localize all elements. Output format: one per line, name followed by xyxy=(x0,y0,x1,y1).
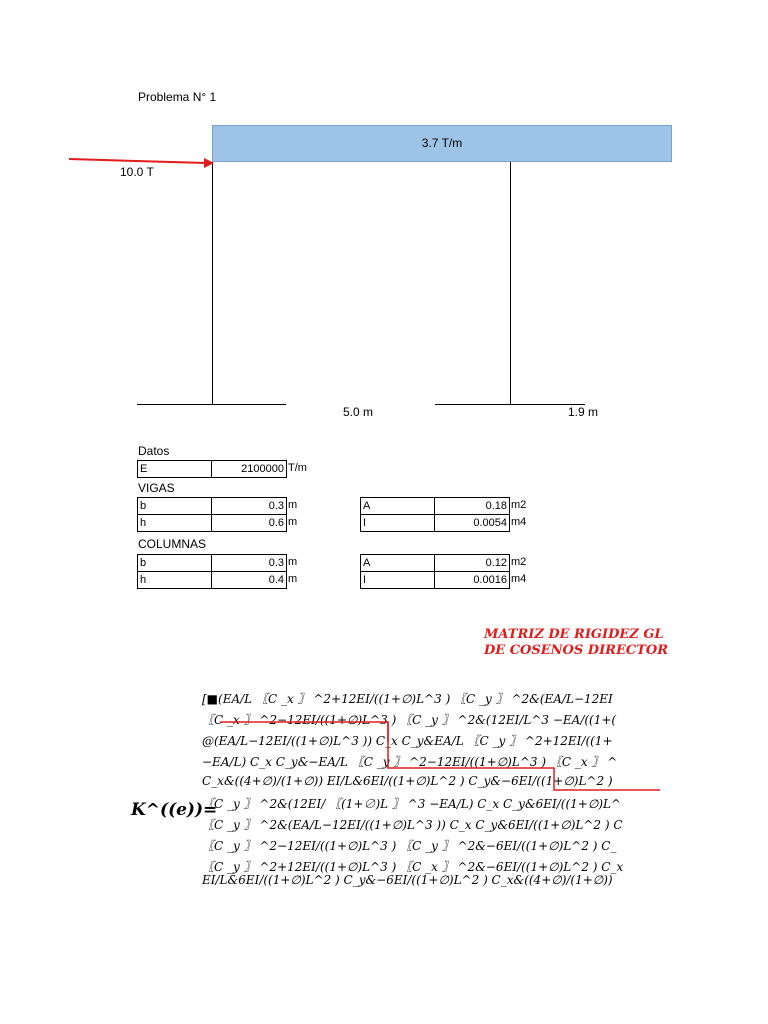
matrix-line: C_x&((4+∅)/(1+∅)) EI/L&6EI/((1+∅)L^2 ) C_y&−6EI/((1+∅)L^2 ) xyxy=(202,774,613,788)
vigas-a-label: A xyxy=(361,498,435,515)
matrix-line: [■(EA/L 〖C _x 〗 ^2+12EI/((1+∅)L^3 ) 〖C _y 〗 ^2&(EA/L−12EI xyxy=(202,692,613,706)
table-row xyxy=(138,498,287,515)
columnas-i-label: I xyxy=(361,572,435,589)
columnas-b-unit: m xyxy=(288,556,298,568)
vigas-h-value: 0.6 xyxy=(212,515,287,532)
matrix-title-line-1: MATRIZ DE RIGIDEZ GL xyxy=(484,627,664,642)
distributed-load-label: 3.7 T/m xyxy=(421,136,463,150)
matrix-line: 〖C _y 〗 ^2&(EA/L−12EI/((1+∅)L^3 )) C_x C_y&6EI/((1+∅)L^2 ) C xyxy=(202,818,623,832)
matrix-line: 〖C _y 〗 ^2−12EI/((1+∅)L^3 ) 〖C _y 〗 ^2&−6EI/((1+∅)L^2 ) C_ xyxy=(202,839,617,853)
columnas-h-unit: m xyxy=(288,573,298,585)
matrix-line: 〖C _y 〗 ^2&(12EI/ 〖(1+∅)L 〗 ^3 −EA/L) C_x C_y&6EI/((1+∅)L^ xyxy=(202,797,622,811)
columnas-b-label: b xyxy=(138,555,212,572)
e-table xyxy=(137,460,287,478)
e-value: 2100000 xyxy=(212,461,287,478)
matrix-line: @(EA/L−12EI/((1+∅)L^3 )) C_x C_y&EA/L 〖C _y 〗 ^2+12EI/((1+ xyxy=(202,734,613,748)
columnas-table-right xyxy=(360,554,510,589)
matrix-line: 〖C _y 〗 ^2+12EI/((1+∅)L^3 ) 〖C _x 〗 ^2&−6EI/((1+∅)L^2 ) C_x xyxy=(202,860,624,874)
table-row xyxy=(138,461,287,478)
vigas-i-unit: m4 xyxy=(511,516,527,528)
right-column xyxy=(510,162,511,405)
left-ground-line xyxy=(137,404,286,405)
table-row xyxy=(361,555,510,572)
table-row xyxy=(361,498,510,515)
columnas-heading: COLUMNAS xyxy=(138,537,207,551)
vigas-i-label: I xyxy=(361,515,435,532)
columnas-table-left xyxy=(137,554,287,589)
vigas-table-right xyxy=(360,497,510,532)
columnas-i-value: 0.0016 xyxy=(435,572,510,589)
table-row xyxy=(361,572,510,589)
vigas-b-unit: m xyxy=(288,499,298,511)
columnas-h-label: h xyxy=(138,572,212,589)
vigas-i-value: 0.0054 xyxy=(435,515,510,532)
selection-outline xyxy=(220,718,760,818)
vigas-a-unit: m2 xyxy=(511,499,527,511)
table-row xyxy=(138,572,287,589)
matrix-line: EI/L&6EI/((1+∅)L^2 ) C_y&−6EI/((1+∅)L^2 ) C_x&((4+∅)/(1+∅)) xyxy=(202,873,613,887)
columnas-a-unit: m2 xyxy=(511,556,527,568)
table-row xyxy=(361,515,510,532)
columnas-a-label: A xyxy=(361,555,435,572)
e-label: E xyxy=(138,461,212,478)
matrix-line: −EA/L) C_x C_y&−EA/L 〖C _y 〗 ^2−12EI/((1+∅)L^3 ) 〖C _x 〗 ^ xyxy=(202,755,618,769)
vigas-table-left xyxy=(137,497,287,532)
matrix-line: 〖C _x 〗 ^2−12EI/((1+∅)L^3 ) 〖C _y 〗 ^2&(12EI/L^3 −EA/((1+( xyxy=(202,713,617,727)
table-row xyxy=(138,515,287,532)
span-2-label: 1.9 m xyxy=(568,405,599,419)
k-matrix-label: K^((e))= xyxy=(131,800,218,820)
columnas-b-value: 0.3 xyxy=(212,555,287,572)
right-ground-line xyxy=(435,404,585,405)
vigas-heading: VIGAS xyxy=(138,481,175,495)
point-load-label: 10.0 T xyxy=(120,165,154,179)
datos-heading: Datos xyxy=(138,444,170,458)
table-row xyxy=(138,555,287,572)
span-1-label: 5.0 m xyxy=(343,405,374,419)
columnas-i-unit: m4 xyxy=(511,573,527,585)
problem-title: Problema N° 1 xyxy=(138,90,217,104)
left-column xyxy=(212,162,213,405)
vigas-b-value: 0.3 xyxy=(212,498,287,515)
beam-load-band xyxy=(212,125,672,162)
vigas-b-label: b xyxy=(138,498,212,515)
vigas-a-value: 0.18 xyxy=(435,498,510,515)
e-unit: T/m xyxy=(288,462,307,474)
matrix-title-line-2: DE COSENOS DIRECTOR xyxy=(484,643,669,658)
columnas-a-value: 0.12 xyxy=(435,555,510,572)
vigas-h-label: h xyxy=(138,515,212,532)
columnas-h-value: 0.4 xyxy=(212,572,287,589)
vigas-h-unit: m xyxy=(288,516,298,528)
